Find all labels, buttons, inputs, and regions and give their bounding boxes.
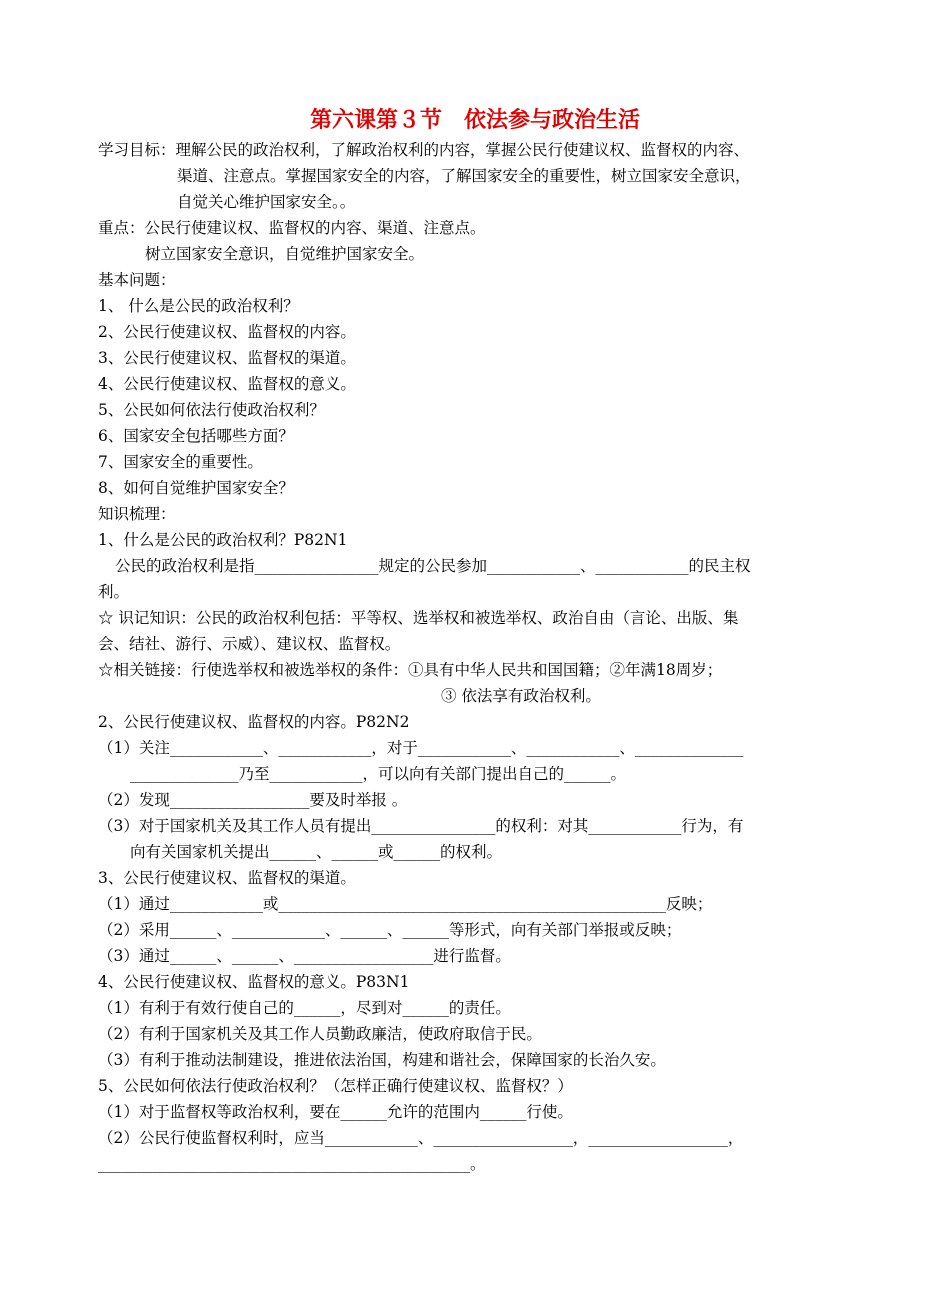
section-3-item-3: （3）通过______、______、__________________进行监督。 [98,947,511,965]
section-2-item-3-line-1: （3）对于国家机关及其工作人员有提出________________的权利：对其____________行为，有 [98,817,744,835]
section-5-item-2-line-1: （2）公民行使监督权利时，应当____________、__________________，__________________， [98,1129,744,1147]
document-title: 第六课第３节 依法参与政治生活 [309,107,640,133]
related-link-line-2: ③ 依法享有政治权利。 [441,687,601,705]
section-4-item-3: （3）有利于推动法制建设，推进依法治国，构建和谐社会，保障国家的长治久安。 [98,1051,666,1069]
section-2-item-3-line-2: 向有关国家机关提出______、______或______的权利。 [130,843,503,861]
knowledge-heading: 知识梳理： [98,505,176,523]
section-3-item-1: （1）通过____________或__________________________________________________反映； [98,895,713,913]
learning-goal-line-1: 学习目标：理解公民的政治权利，了解政治权利的内容，掌握公民行使建议权、监督权的内容、 [98,141,750,159]
section-1-fill-line-2: 利。 [98,583,130,601]
question-6: 6、国家安全包括哪些方面？ [98,427,294,445]
question-2: 2、公民行使建议权、监督权的内容。 [98,323,356,341]
key-points-line-2: 树立国家安全意识，自觉维护国家安全。 [145,245,425,263]
section-3-item-2: （2）采用______、____________、______、______等形式，向有关部门举报或反映； [98,921,682,939]
related-link-line-1: ☆相关链接：行使选举权和被选举权的条件：①具有中华人民共和国国籍；②年满18周岁； [98,661,723,679]
section-5-item-1: （1）对于监督权等政治权利，要在______允许的范围内______行使。 [98,1103,573,1121]
section-4-heading: 4、公民行使建议权、监督权的意义。P83N1 [98,973,410,991]
memorize-note-line-1: ☆ 识记知识：公民的政治权利包括：平等权、选举权和被选举权、政治自由（言论、出版、集 [98,609,739,627]
learning-goal-line-2: 渠道、注意点。掌握国家安全的内容，了解国家安全的重要性，树立国家安全意识， [177,167,751,185]
section-1-heading: 1、什么是公民的政治权利？P82N1 [98,531,348,549]
question-5: 5、公民如何依法行使政治权利？ [98,401,325,419]
section-5-heading: 5、公民如何依法行使政治权利？（怎样正确行使建议权、监督权？） [98,1077,573,1095]
key-points-line-1: 重点：公民行使建议权、监督权的内容、渠道、注意点。 [98,219,486,237]
section-4-item-1: （1）有利于有效行使自己的______，尽到对______的责任。 [98,999,511,1017]
section-1-fill-line-1: 公民的政治权利是指________________规定的公民参加____________、____________的民主权 [115,557,751,575]
section-2-item-1-line-1: （1）关注____________、____________，对于____________、____________、______________ [98,739,744,757]
question-7: 7、国家安全的重要性。 [98,453,263,471]
memorize-note-line-2: 会、结社、游行、示威）、建议权、监督权。 [98,635,401,653]
section-5-item-2-line-2: ________________________________________________。 [98,1155,486,1173]
question-3: 3、公民行使建议权、监督权的渠道。 [98,349,356,367]
section-4-item-2: （2）有利于国家机关及其工作人员勤政廉洁，使政府取信于民。 [98,1025,542,1043]
basic-questions-heading: 基本问题： [98,271,176,289]
learning-goal-line-3: 自觉关心维护国家安全。。 [177,193,356,211]
section-3-heading: 3、公民行使建议权、监督权的渠道。 [98,869,356,887]
question-1: 1、 什么是公民的政治权利？ [98,297,299,315]
question-8: 8、如何自觉维护国家安全？ [98,479,294,497]
section-2-item-2: （2）发现__________________要及时举报 。 [98,791,408,809]
section-2-item-1-line-2: ______________乃至____________，可以向有关部门提出自己的______。 [130,765,627,783]
section-2-heading: 2、公民行使建议权、监督权的内容。P82N2 [98,713,410,731]
question-4: 4、公民行使建议权、监督权的意义。 [98,375,356,393]
